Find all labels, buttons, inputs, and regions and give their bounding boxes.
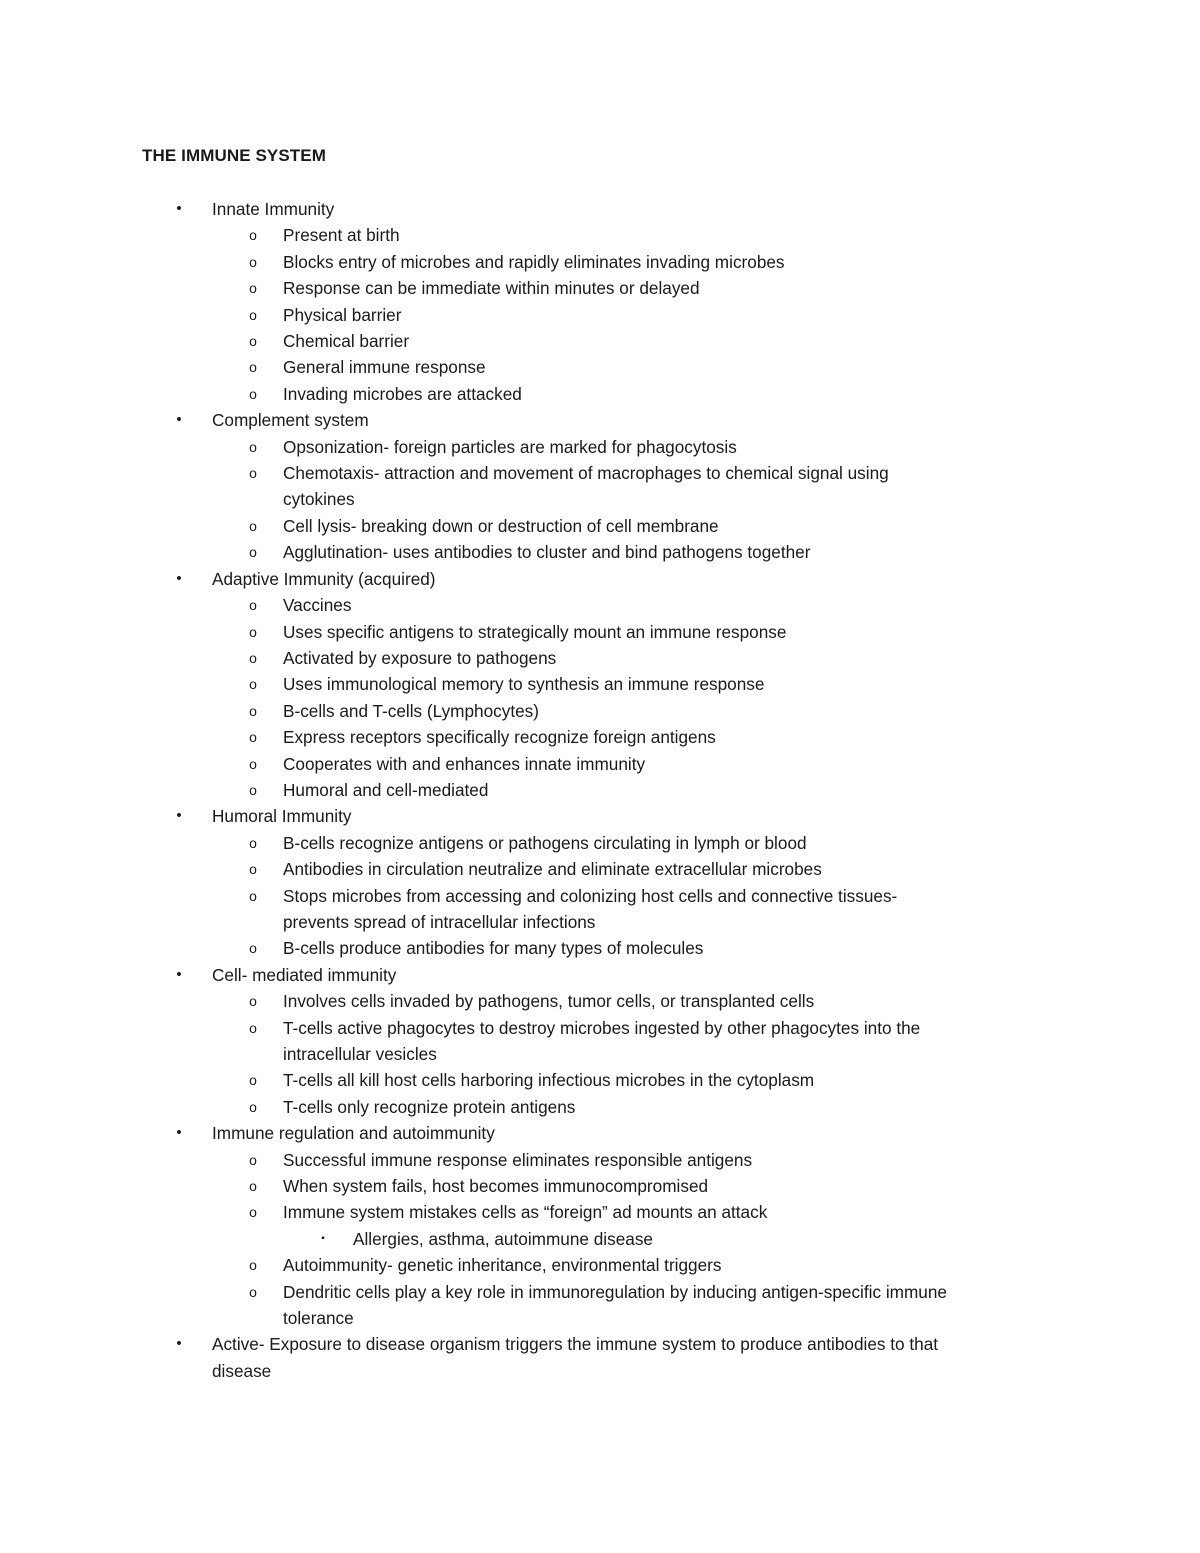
list-item <box>0 1199 1200 1225</box>
circle-bullet-icon: o <box>249 1204 257 1221</box>
list-item-text: Stops microbes from accessing and colonizing host cells and connective tissues- <box>283 885 898 906</box>
list-item-text: Invading microbes are attacked <box>283 383 522 404</box>
list-item-text: Cell lysis- breaking down or destruction of cell membrane <box>283 515 719 536</box>
list-item <box>0 935 1200 961</box>
list-item-text: Activated by exposure to pathogens <box>283 647 557 668</box>
list-item-continuation: tolerance <box>283 1308 354 1329</box>
section-heading <box>0 1331 1200 1357</box>
circle-bullet-icon: o <box>249 465 257 482</box>
circle-bullet-icon: o <box>249 597 257 614</box>
list-item-text: B-cells recognize antigens or pathogens circulating in lymph or blood <box>283 832 807 853</box>
list-item <box>0 751 1200 777</box>
section-heading <box>0 566 1200 592</box>
document-title: THE IMMUNE SYSTEM <box>142 146 326 165</box>
list-item <box>0 222 1200 248</box>
circle-bullet-icon: o <box>249 1151 257 1168</box>
list-item <box>0 592 1200 618</box>
list-item-text: When system fails, host becomes immunocompromised <box>283 1176 709 1197</box>
list-item <box>0 1147 1200 1173</box>
list-item-continuation: prevents spread of intracellular infections <box>283 911 596 932</box>
list-item-text: Vaccines <box>283 595 352 616</box>
circle-bullet-icon: o <box>249 280 257 297</box>
list-item-text: Uses immunological memory to synthesis an immune response <box>283 674 765 695</box>
bullet-icon: • <box>176 569 182 587</box>
list-item <box>0 381 1200 407</box>
circle-bullet-icon: o <box>249 781 257 798</box>
section-heading <box>0 962 1200 988</box>
circle-bullet-icon: o <box>249 1098 257 1115</box>
circle-bullet-icon: o <box>249 438 257 455</box>
list-item <box>0 1067 1200 1093</box>
section-heading-text: Adaptive Immunity (acquired) <box>212 568 436 589</box>
list-item <box>0 539 1200 565</box>
list-item <box>0 513 1200 539</box>
section-heading-text: Innate Immunity <box>212 199 335 219</box>
section-heading <box>0 1120 1200 1146</box>
list-item <box>0 434 1200 460</box>
list-item <box>0 830 1200 856</box>
circle-bullet-icon: o <box>249 544 257 561</box>
list-item <box>0 1252 1200 1278</box>
circle-bullet-icon: o <box>249 623 257 640</box>
circle-bullet-icon: o <box>249 306 257 323</box>
list-item-text: Uses specific antigens to strategically mount an immune response <box>283 621 787 642</box>
section-heading-text: Complement system <box>212 410 369 431</box>
list-item-text: T-cells active phagocytes to destroy microbes ingested by other phagocytes into the <box>283 1017 921 1038</box>
bullet-icon: • <box>176 411 182 429</box>
list-item <box>0 988 1200 1014</box>
list-item <box>0 249 1200 275</box>
section-heading-continuation: disease <box>212 1360 272 1381</box>
section-heading <box>0 196 1200 222</box>
section-heading-text: Humoral Immunity <box>212 806 352 827</box>
circle-bullet-icon: o <box>249 253 257 270</box>
list-item-text: Cooperates with and enhances innate immunity <box>283 753 646 774</box>
bullet-icon: • <box>176 1124 182 1142</box>
section-heading-text: Active- Exposure to disease organism triggers the immune system to produce antibodies to that <box>212 1334 939 1355</box>
list-item-continuation: intracellular vesicles <box>283 1044 437 1064</box>
list-item <box>0 777 1200 803</box>
section-heading-text: Cell- mediated immunity <box>212 964 397 985</box>
list-item-text: B-cells and T-cells (Lymphocytes) <box>283 700 539 721</box>
square-bullet-icon: ▪ <box>321 1232 325 1244</box>
list-item <box>0 724 1200 750</box>
list-item-text: Immune system mistakes cells as “foreign” ad mounts an attack <box>283 1202 768 1223</box>
list-item-text: Chemical barrier <box>283 331 410 352</box>
list-item-text: B-cells produce antibodies for many types of molecules <box>283 938 704 959</box>
list-item-text: Involves cells invaded by pathogens, tumor cells, or transplanted cells <box>283 991 815 1012</box>
circle-bullet-icon: o <box>249 755 257 772</box>
bullet-icon: • <box>176 965 182 983</box>
circle-bullet-icon: o <box>249 227 257 244</box>
list-item <box>0 1279 1200 1305</box>
section-heading <box>0 407 1200 433</box>
bullet-icon: • <box>176 1335 182 1353</box>
list-item <box>0 1094 1200 1120</box>
circle-bullet-icon: o <box>249 649 257 666</box>
list-item-text: Opsonization- foreign particles are marked for phagocytosis <box>283 436 737 457</box>
list-item-text: Present at birth <box>283 225 400 246</box>
list-item <box>0 856 1200 882</box>
list-item-text: Humoral and cell-mediated <box>283 779 489 800</box>
list-item-continuation: cytokines <box>283 489 355 510</box>
outline-list <box>0 196 1200 1384</box>
list-item-text: T-cells all kill host cells harboring infectious microbes in the cytoplasm <box>283 1070 815 1091</box>
list-item <box>0 354 1200 380</box>
circle-bullet-icon: o <box>249 993 257 1010</box>
circle-bullet-icon: o <box>249 940 257 957</box>
list-item <box>0 619 1200 645</box>
circle-bullet-icon: o <box>249 1178 257 1195</box>
list-item-text: Agglutination- uses antibodies to cluster and bind pathogens together <box>283 542 811 563</box>
bullet-icon: • <box>176 200 182 217</box>
circle-bullet-icon: o <box>249 834 257 851</box>
list-item <box>0 275 1200 301</box>
circle-bullet-icon: o <box>249 517 257 534</box>
list-item <box>0 328 1200 354</box>
list-item <box>0 671 1200 697</box>
circle-bullet-icon: o <box>249 676 257 693</box>
list-item <box>0 645 1200 671</box>
circle-bullet-icon: o <box>249 385 257 402</box>
circle-bullet-icon: o <box>249 861 257 878</box>
list-item-text: Physical barrier <box>283 304 402 325</box>
list-item <box>0 460 1200 486</box>
circle-bullet-icon: o <box>249 359 257 376</box>
list-item <box>0 302 1200 328</box>
list-item-text: Response can be immediate within minutes or delayed <box>283 278 700 299</box>
list-item <box>0 1015 1200 1041</box>
sub-list-item <box>0 1226 1200 1252</box>
list-item-text: General immune response <box>283 357 486 378</box>
list-item <box>0 698 1200 724</box>
circle-bullet-icon: o <box>249 1283 257 1300</box>
circle-bullet-icon: o <box>249 333 257 350</box>
list-item-text: Chemotaxis- attraction and movement of macrophages to chemical signal using <box>283 463 889 484</box>
list-item <box>0 883 1200 909</box>
list-item-text: Autoimmunity- genetic inheritance, environmental triggers <box>283 1255 722 1276</box>
list-item-text: Express receptors specifically recognize foreign antigens <box>283 727 716 748</box>
list-item <box>0 1173 1200 1199</box>
circle-bullet-icon: o <box>249 729 257 746</box>
circle-bullet-icon: o <box>249 1072 257 1089</box>
circle-bullet-icon: o <box>249 702 257 719</box>
circle-bullet-icon: o <box>249 1257 257 1274</box>
list-item-text: Antibodies in circulation neutralize and eliminate extracellular microbes <box>283 859 822 880</box>
list-item-text: Successful immune response eliminates responsible antigens <box>283 1149 753 1170</box>
list-item-text: T-cells only recognize protein antigens <box>283 1096 576 1117</box>
circle-bullet-icon: o <box>249 887 257 904</box>
list-item-text: Blocks entry of microbes and rapidly eliminates invading microbes <box>283 251 785 272</box>
section-heading <box>0 803 1200 829</box>
list-item-text: Dendritic cells play a key role in immunoregulation by inducing antigen-specific immune <box>283 1281 947 1302</box>
sub-list-item-text: Allergies, asthma, autoimmune disease <box>353 1228 653 1249</box>
section-heading-text: Immune regulation and autoimmunity <box>212 1123 495 1144</box>
circle-bullet-icon: o <box>249 1019 257 1036</box>
bullet-icon: • <box>176 807 182 825</box>
